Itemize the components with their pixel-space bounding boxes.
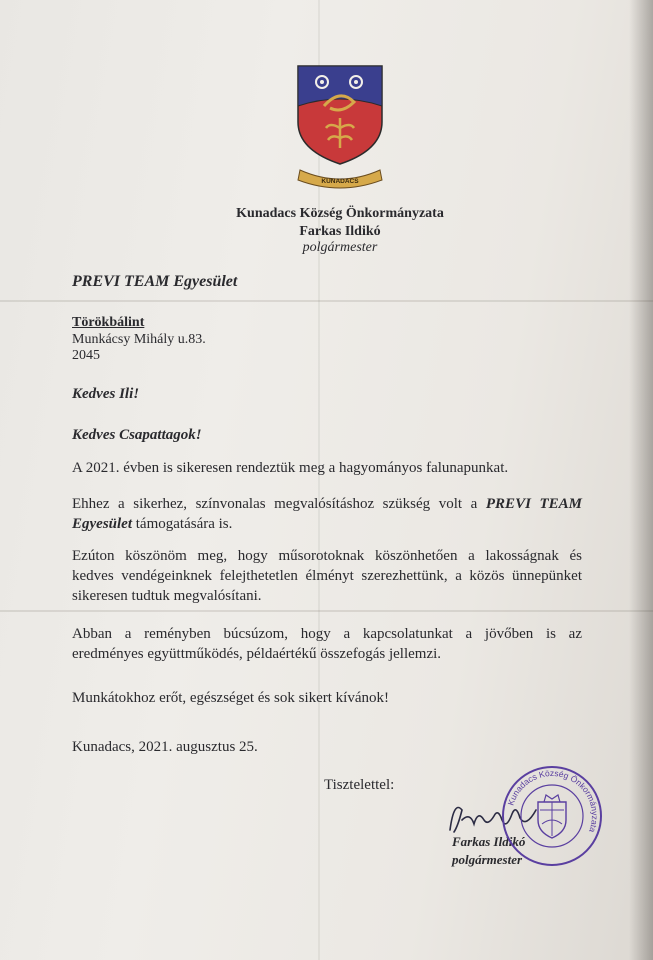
recipient-city: Törökbálint (72, 315, 145, 330)
paragraph-2-emphasis: PREVI TEAM (485, 496, 582, 512)
stamp-text: Kunadacs Község Önkormányzata (505, 767, 601, 834)
recipient-zip: 2045 (72, 348, 100, 363)
header-organization: Kunadacs Község Önkormányzata (236, 206, 444, 221)
header-name: Farkas Ildikó (299, 224, 381, 239)
header-role: polgármester (302, 240, 378, 255)
paragraph-3-line: Ezúton köszönöm meg, hogy műsorotoknak köszönhetően a lakosságnak és (72, 548, 582, 564)
salutation-1: Kedves Ili! (72, 386, 140, 402)
paragraph-2-emphasis: Egyesület (72, 516, 132, 532)
place-date: Kunadacs, 2021. augusztus 25. (72, 739, 258, 755)
closing-phrase: Tisztelettel: (324, 777, 395, 793)
signature-role: polgármester (452, 852, 523, 867)
paragraph-4 (72, 624, 582, 664)
salutation-2: Kedves Csapattagok! (72, 427, 202, 443)
recipient-name: PREVI TEAM Egyesület (72, 273, 238, 290)
official-stamp-icon (500, 764, 604, 868)
paper-edge-shadow (629, 0, 653, 960)
paragraph-5: Munkátokhoz erőt, egészséget és sok sikert kívánok! (72, 690, 389, 706)
paragraph-2 (72, 494, 582, 534)
paper-fold (0, 610, 653, 612)
paragraph-2-text: támogatására is. (132, 516, 233, 532)
paragraph-1: A 2021. évben is sikeresen rendeztük meg a hagyományos falunapunkat. (72, 460, 509, 476)
paragraph-3-line: kedves vendégeinknek felejthetetlen élményt szerezhettünk, a közös ünnepünket (72, 568, 582, 584)
paper-fold (0, 300, 653, 302)
paragraph-4-line: Abban a reményben búcsúzom, hogy a kapcsolatunkat a jövőben is az (72, 626, 582, 642)
signature-name: Farkas Ildikó (452, 834, 526, 849)
paragraph-3-line: sikeresen tudtuk megvalósítani. (72, 588, 262, 604)
crest-banner-label: KUNADACS (321, 178, 359, 185)
recipient-street: Munkácsy Mihály u.83. (72, 332, 206, 347)
paragraph-3 (72, 546, 582, 606)
paragraph-2-text: Ehhez a sikerhez, színvonalas megvalósításhoz szükség volt a (72, 496, 486, 512)
coat-of-arms-icon (294, 62, 386, 192)
paragraph-4-line: eredményes együttműködés, példaértékű összefogás jellemzi. (72, 646, 442, 662)
